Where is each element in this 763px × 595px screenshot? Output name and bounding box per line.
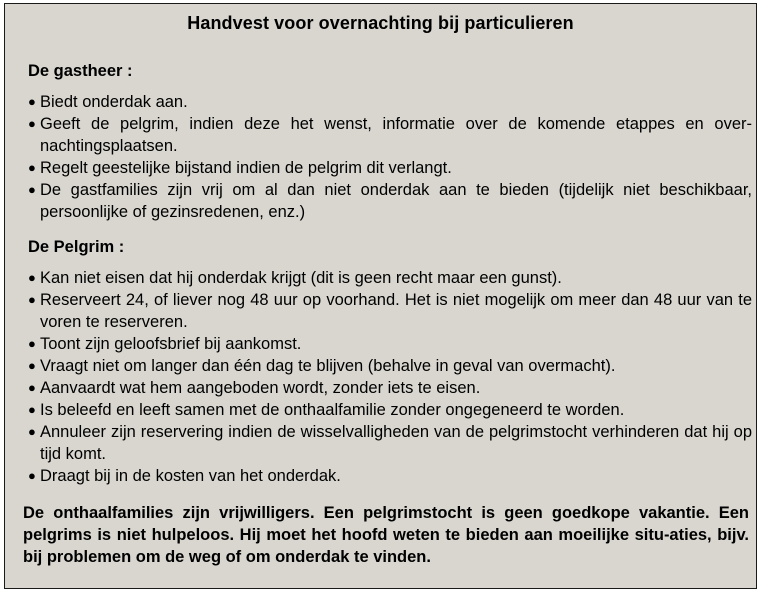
list-item-text: Reserveert 24, of liever nog 48 uur op voorhand. Het is niet mogelijk om meer dan 48 uur van te voren te reserveren.: [40, 291, 752, 331]
bullet-icon: ●: [28, 182, 36, 197]
list-item-text: Geeft de pelgrim, indien deze het wenst, informatie over de komende etappes en over-nachtingsplaatsen.: [40, 115, 752, 155]
list-item-text: Aanvaardt wat hem aangeboden wordt, zonder iets te eisen.: [40, 379, 481, 397]
bullet-icon: ●: [28, 160, 36, 175]
list-item-text: Is beleefd en leeft samen met de onthaalfamilie zonder ongegeneerd te worden.: [40, 401, 625, 419]
bullet-icon: ●: [28, 94, 36, 109]
host-heading: De gastheer :: [28, 62, 133, 80]
list-item-text: Vraagt niet om langer dan één dag te blijven (behalve in geval van overmacht).: [40, 357, 616, 375]
closing-statement: De onthaalfamilies zijn vrijwilligers. Een pelgrimstocht is geen goedkope vakantie. Een pelgrims is niet hulpeloos. Hij moet het hoofd weten te bieden aan moeilijke situ-aties, bijv. bij problemen om de weg of om onderdak te vinden.: [23, 504, 749, 566]
bullet-icon: ●: [28, 270, 36, 285]
list-item-text: Annuleer zijn reservering indien de wisselvalligheden van de pelgrimstocht verhinderen dat hij op tijd komt.: [40, 423, 752, 463]
bullet-icon: ●: [28, 336, 36, 351]
charter-box: [4, 3, 757, 589]
list-item: [28, 399, 752, 421]
document-title: Handvest voor overnachting bij particulieren: [187, 13, 574, 33]
list-item-text: Draagt bij in de kosten van het onderdak.: [40, 467, 341, 485]
list-item: [28, 267, 752, 289]
bullet-icon: ●: [28, 424, 36, 439]
list-item: [28, 113, 752, 157]
list-item-text: Kan niet eisen dat hij onderdak krijgt (dit is geen recht maar een gunst).: [40, 269, 562, 287]
host-list: [28, 91, 752, 223]
bullet-icon: ●: [28, 402, 36, 417]
list-item: [28, 157, 752, 179]
list-item: [28, 333, 752, 355]
bullet-icon: ●: [28, 116, 36, 131]
list-item-text: De gastfamilies zijn vrij om al dan niet onderdak aan te bieden (tijdelijk niet beschikbaar, persoonlijke of gezinsredenen, enz.): [40, 181, 752, 221]
list-item: [28, 179, 752, 223]
list-item-text: Toont zijn geloofsbrief bij aankomst.: [40, 335, 302, 353]
list-item-text: Biedt onderdak aan.: [40, 93, 188, 111]
list-item: [28, 355, 752, 377]
list-item: [28, 421, 752, 465]
pilgrim-heading: De Pelgrim :: [28, 238, 125, 256]
pilgrim-list: [28, 267, 752, 487]
list-item: [28, 91, 752, 113]
list-item: [28, 465, 752, 487]
bullet-icon: ●: [28, 358, 36, 373]
bullet-icon: ●: [28, 468, 36, 483]
list-item: [28, 289, 752, 333]
list-item-text: Regelt geestelijke bijstand indien de pelgrim dit verlangt.: [40, 159, 452, 177]
bullet-icon: ●: [28, 292, 36, 307]
list-item: [28, 377, 752, 399]
bullet-icon: ●: [28, 380, 36, 395]
